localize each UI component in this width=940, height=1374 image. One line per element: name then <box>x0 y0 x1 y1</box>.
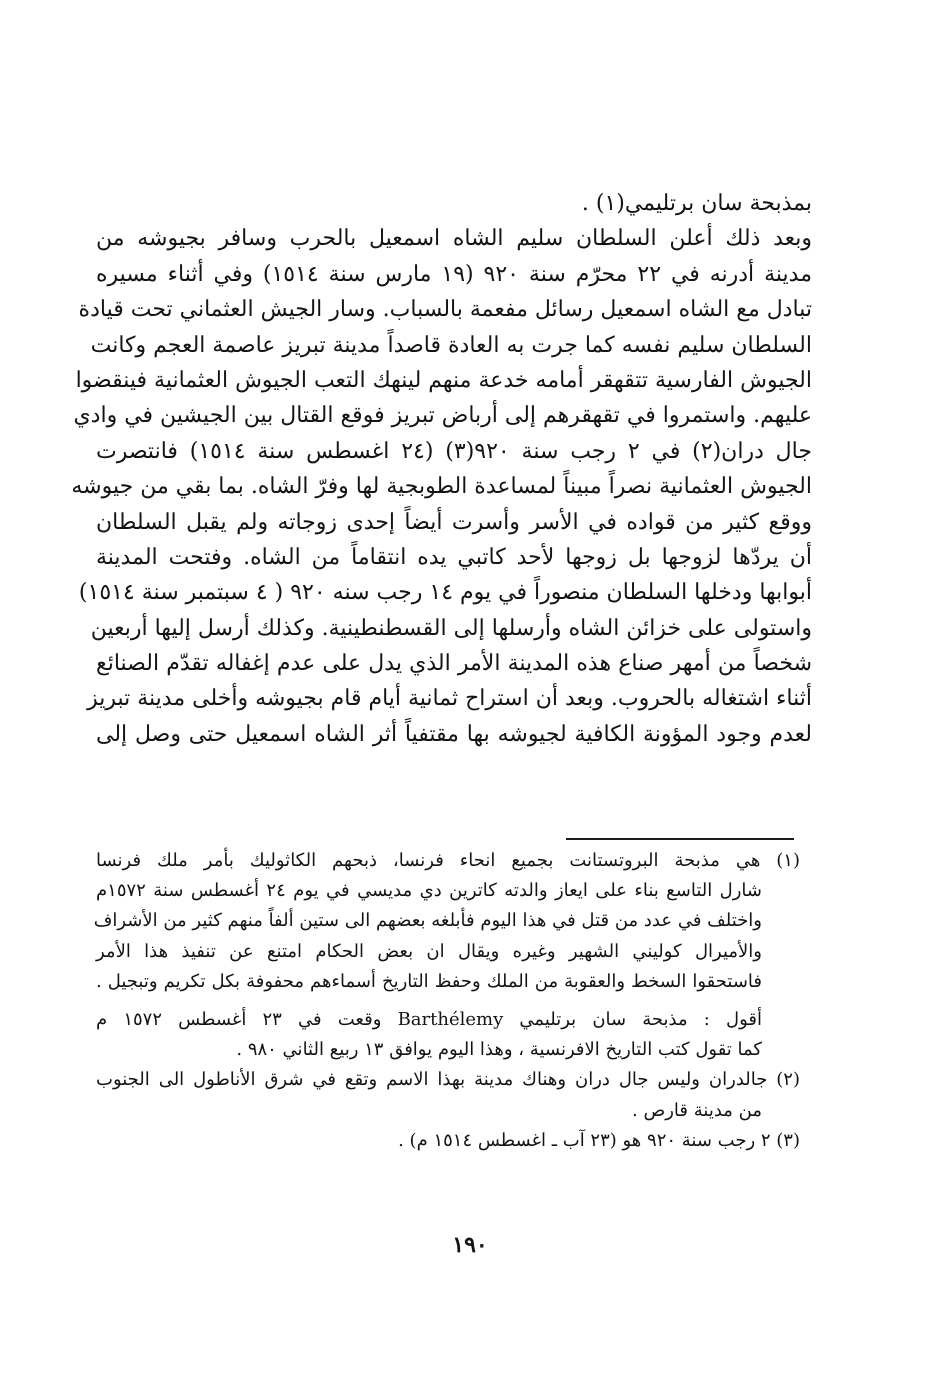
body-line: أن يردّها لزوجها بل زوجها لأحد كاتبي يده انتقاماً من الشاه. وفتحت المدينة <box>96 544 812 570</box>
footnote-divider <box>566 838 794 840</box>
footnote-line: شارل التاسع بناء على ايعاز والدته كاترين دي مديسي في يوم ٢٤ أغسطس سنة ١٥٧٢م <box>96 880 762 902</box>
footnote-line: والأميرال كوليني الشهير وغيره ويقال ان بعض الحكام امتنع عن تنفيذ هذا الأمر <box>96 940 762 962</box>
body-text <box>71 186 812 752</box>
body-line: واستولى على خزائن الشاه وأرسلها إلى القسطنطينية. وكذلك أرسل إليها أربعين <box>90 615 812 641</box>
footnote-line: واختلف في عدد من قتل في هذا اليوم فأبلغه بعضهم الى ستين ألفاً منهم كثير من الأشراف <box>93 910 762 932</box>
body-line: أبوابها ودخلها السلطان منصوراً في يوم ١٤ رجب سنه ٩٢٠ ( ٤ سبتمبر سنة ١٥١٤) <box>78 580 812 606</box>
note-line: كما تقول كتب التاريخ الافرنسية ، وهذا اليوم يوافق ١٣ ربيع الثاني ٩٨٠ . <box>236 1039 762 1061</box>
footnote-line: (٣) ٢ رجب سنة ٩٢٠ هو (٢٣ آب ـ اغسطس ١٥١٤ م) . <box>398 1129 800 1151</box>
body-line: لعدم وجود المؤونة الكافية لجيوشه بها مقتفياً أثر الشاه اسمعيل حتى وصل إلى <box>96 721 812 747</box>
spacer <box>96 997 800 1005</box>
footnote-line: فاستحقوا السخط والعقوبة من الملك وحفظ التاريخ أسماءهم محفوفة بكل تكريم وتبجيل . <box>96 970 762 992</box>
body-line: السلطان سليم نفسه كما جرت به العادة قاصداً مدينة تبريز عاصمة العجم وكانت <box>90 332 812 358</box>
body-line: عليهم. واستمروا في تقهقرهم إلى أرباض تبريز فوقع القتال بين الجيشين في وادي <box>73 403 812 429</box>
body-line: الجيوش العثمانية نصراً مبيناً لمساعدة الطوبجية لها وفرّ الشاه. بما بقي من جيوشه <box>71 474 812 500</box>
note-line: أقول : مذبحة سان برتليمي Barthélemy وقعت في ٢٣ أغسطس ١٥٧٢ م <box>96 1008 762 1030</box>
footnote-line: من مدينة قارص . <box>632 1099 762 1121</box>
body-line: تبادل مع الشاه اسمعيل رسائل مفعمة بالسباب. وسار الجيش العثماني تحت قيادة <box>78 297 812 323</box>
body-line: شخصاً من أمهر صناع هذه المدينة الأمر الذي يدل على عدم إغفاله تقدّم الصنائع <box>96 651 812 677</box>
footnotes <box>93 846 800 1156</box>
page-number: ١٩٠ <box>452 1232 488 1258</box>
footnote-line: (١) هي مذبحة البروتستانت بجميع انحاء فرنسا، ذبحهم الكاثوليك بأمر ملك فرنسا <box>96 850 800 871</box>
footnote-line: (٢) جالدران وليس جال دران وهناك مدينة بهذا الاسم وتقع في شرق الأناطول الى الجنوب <box>96 1069 800 1091</box>
body-line: وبعد ذلك أعلن السلطان سليم الشاه اسمعيل بالحرب وسافر بجيوشه من <box>96 226 812 252</box>
body-line: جال دران(٢) في ٢ رجب سنة ٩٢٠(٣) (٢٤ اغسطس سنة ١٥١٤) فانتصرت <box>96 438 812 464</box>
body-line: مدينة أدرنه في ٢٢ محرّم سنة ٩٢٠ (١٩ مارس سنة ١٥١٤) وفي أثناء مسيره <box>96 261 812 287</box>
body-line: بمذبحة سان برتليمي(١) . <box>581 191 812 216</box>
body-line: الجيوش الفارسية تتقهقر أمامه خدعة منهم لينهك التعب الجيوش العثمانية فينقضوا <box>75 367 812 393</box>
body-line: ووقع كثير من قواده في الأسر وأسرت أيضاً إحدى زوجاته ولم يقبل السلطان <box>96 509 812 535</box>
body-line: أثناء اشتغاله بالحروب. وبعد أن استراح ثمانية أيام قام بجيوشه وأخلى مدينة تبريز <box>87 686 812 712</box>
